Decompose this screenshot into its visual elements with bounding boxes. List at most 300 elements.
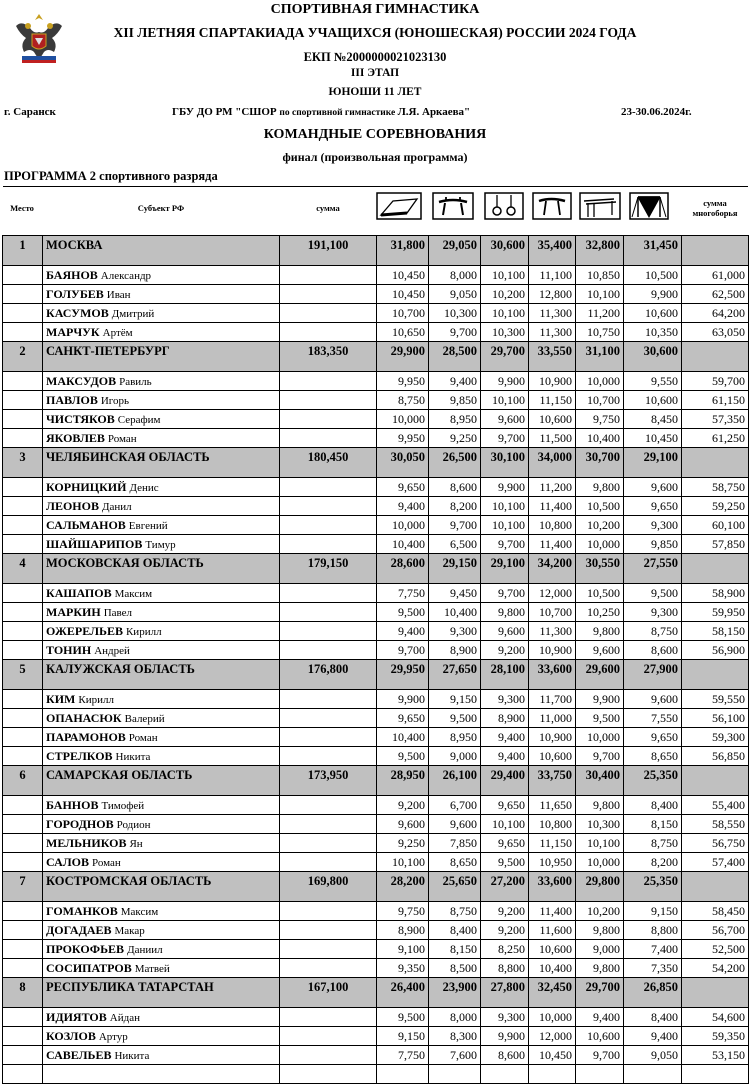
program-label: ПРОГРАММА 2 спортивного разряда [4, 169, 218, 183]
athlete-surname: КАСУМОВ [46, 305, 109, 320]
athlete-place-empty [3, 902, 43, 921]
team-apparatus-score: 30,550 [576, 554, 624, 584]
athlete-apparatus-score: 9,200 [481, 902, 529, 921]
athlete-surname: СТРЕЛКОВ [46, 748, 113, 763]
athlete-apparatus-score: 8,400 [624, 1008, 682, 1027]
athlete-surname: МАКСУДОВ [46, 373, 117, 388]
athlete-name [43, 940, 280, 959]
athlete-apparatus-score: 8,300 [429, 1027, 481, 1046]
athlete-apparatus-score: 11,400 [529, 497, 576, 516]
team-apparatus-score: 29,100 [624, 448, 682, 478]
team-place: 5 [3, 660, 43, 690]
athlete-apparatus-score: 10,900 [529, 372, 576, 391]
athlete-place-empty [3, 709, 43, 728]
team-apparatus-score: 29,900 [377, 342, 429, 372]
athlete-row [3, 535, 749, 554]
athlete-given-name: Артур [98, 1030, 128, 1043]
athlete-allaround: 57,400 [682, 853, 749, 872]
athlete-given-name: Максим [120, 905, 159, 918]
athlete-apparatus-score: 9,900 [481, 372, 529, 391]
athlete-sum-empty [280, 902, 377, 921]
athlete-place-empty [3, 478, 43, 497]
athlete-place-empty [3, 747, 43, 766]
athlete-apparatus-score: 10,000 [576, 853, 624, 872]
empty-cell [280, 1065, 377, 1084]
athlete-apparatus-score: 9,250 [429, 429, 481, 448]
athlete-apparatus-score: 7,750 [377, 1046, 429, 1065]
athlete-apparatus-score: 9,600 [481, 410, 529, 429]
athlete-apparatus-score: 9,900 [377, 690, 429, 709]
athlete-allaround: 59,950 [682, 603, 749, 622]
athlete-apparatus-score: 10,600 [624, 304, 682, 323]
athlete-given-name: Равиль [119, 375, 152, 388]
athlete-sum-empty [280, 304, 377, 323]
athlete-apparatus-score: 9,400 [624, 1027, 682, 1046]
athlete-apparatus-score: 7,750 [377, 584, 429, 603]
athlete-row [3, 796, 749, 815]
athlete-apparatus-score: 9,500 [624, 584, 682, 603]
athlete-apparatus-score: 9,300 [429, 622, 481, 641]
athlete-apparatus-score: 11,650 [529, 796, 576, 815]
athlete-given-name: Айдан [109, 1011, 140, 1024]
team-name: РЕСПУБЛИКА ТАТАРСТАН [43, 978, 280, 1008]
athlete-apparatus-score: 9,600 [429, 815, 481, 834]
athlete-row [3, 304, 749, 323]
athlete-apparatus-score: 9,200 [481, 641, 529, 660]
athlete-given-name: Роман [92, 856, 121, 869]
athlete-row [3, 516, 749, 535]
athlete-sum-empty [280, 1027, 377, 1046]
athlete-apparatus-score: 11,200 [576, 304, 624, 323]
athlete-given-name: Ян [129, 837, 143, 850]
team-apparatus-score: 31,450 [624, 236, 682, 266]
team-apparatus-score: 35,400 [529, 236, 576, 266]
athlete-apparatus-score: 9,800 [576, 478, 624, 497]
team-total: 169,800 [280, 872, 377, 902]
team-apparatus-score: 28,950 [377, 766, 429, 796]
team-allaround-empty [682, 342, 749, 372]
athlete-allaround: 59,700 [682, 372, 749, 391]
athlete-apparatus-score: 10,600 [529, 410, 576, 429]
athlete-apparatus-score: 9,300 [481, 1008, 529, 1027]
team-apparatus-score: 29,100 [481, 554, 529, 584]
athlete-allaround: 55,400 [682, 796, 749, 815]
athlete-apparatus-score: 9,500 [377, 603, 429, 622]
athlete-apparatus-score: 9,600 [377, 815, 429, 834]
athlete-name [43, 622, 280, 641]
athlete-apparatus-score: 8,400 [429, 921, 481, 940]
col-sum: сумма [316, 202, 340, 213]
athlete-apparatus-score: 9,600 [576, 641, 624, 660]
athlete-apparatus-score: 7,850 [429, 834, 481, 853]
athlete-apparatus-score: 9,400 [377, 622, 429, 641]
athlete-apparatus-score: 6,700 [429, 796, 481, 815]
athlete-given-name: Тимофей [101, 799, 145, 812]
athlete-allaround: 58,750 [682, 478, 749, 497]
athlete-apparatus-score: 10,600 [529, 940, 576, 959]
rings-icon [480, 190, 528, 222]
athlete-apparatus-score: 9,900 [481, 1027, 529, 1046]
athlete-apparatus-score: 8,950 [429, 410, 481, 429]
athlete-place-empty [3, 959, 43, 978]
team-row [3, 872, 749, 902]
athlete-apparatus-score: 8,400 [624, 796, 682, 815]
team-total: 180,450 [280, 448, 377, 478]
athlete-apparatus-score: 10,100 [481, 391, 529, 410]
athlete-place-empty [3, 535, 43, 554]
athlete-surname: ПАВЛОВ [46, 392, 98, 407]
team-allaround-empty [682, 448, 749, 478]
athlete-place-empty [3, 497, 43, 516]
athlete-place-empty [3, 323, 43, 342]
athlete-place-empty [3, 728, 43, 747]
team-apparatus-score: 29,700 [576, 978, 624, 1008]
athlete-row [3, 853, 749, 872]
athlete-name [43, 1046, 280, 1065]
athlete-row [3, 1008, 749, 1027]
team-apparatus-score: 23,900 [429, 978, 481, 1008]
athlete-apparatus-score: 9,550 [624, 372, 682, 391]
athlete-surname: БАННОВ [46, 797, 99, 812]
athlete-name [43, 535, 280, 554]
team-apparatus-score: 28,200 [377, 872, 429, 902]
athlete-name [43, 516, 280, 535]
athlete-allaround: 61,150 [682, 391, 749, 410]
athlete-given-name: Артём [102, 326, 133, 339]
team-row [3, 978, 749, 1008]
athlete-sum-empty [280, 535, 377, 554]
team-apparatus-score: 34,000 [529, 448, 576, 478]
athlete-given-name: Игорь [100, 394, 130, 407]
team-apparatus-score: 33,750 [529, 766, 576, 796]
athlete-row [3, 709, 749, 728]
athlete-apparatus-score: 11,200 [529, 478, 576, 497]
athlete-apparatus-score: 10,400 [429, 603, 481, 622]
team-apparatus-score: 31,100 [576, 342, 624, 372]
athlete-apparatus-score: 9,600 [624, 690, 682, 709]
team-name: КАЛУЖСКАЯ ОБЛАСТЬ [43, 660, 280, 690]
athlete-allaround: 57,850 [682, 535, 749, 554]
athlete-apparatus-score: 11,300 [529, 304, 576, 323]
athlete-apparatus-score: 11,400 [529, 902, 576, 921]
athlete-surname: ГОМАНКОВ [46, 903, 118, 918]
team-place: 3 [3, 448, 43, 478]
athlete-name [43, 690, 280, 709]
athlete-place-empty [3, 410, 43, 429]
athlete-apparatus-score: 10,200 [481, 285, 529, 304]
team-apparatus-score: 30,400 [576, 766, 624, 796]
athlete-apparatus-score: 10,850 [576, 266, 624, 285]
athlete-apparatus-score: 8,800 [624, 921, 682, 940]
athlete-allaround: 62,500 [682, 285, 749, 304]
team-name: САНКТ-ПЕТЕРБУРГ [43, 342, 280, 372]
athlete-apparatus-score: 11,150 [529, 834, 576, 853]
col-subject: Субъект РФ [137, 202, 185, 213]
athlete-sum-empty [280, 372, 377, 391]
athlete-row [3, 747, 749, 766]
athlete-sum-empty [280, 410, 377, 429]
athlete-name [43, 372, 280, 391]
athlete-apparatus-score: 12,800 [529, 285, 576, 304]
athlete-apparatus-score: 9,850 [429, 391, 481, 410]
athlete-apparatus-score: 10,950 [529, 853, 576, 872]
team-total: 183,350 [280, 342, 377, 372]
athlete-name [43, 747, 280, 766]
empty-cell [3, 1065, 43, 1084]
athlete-sum-empty [280, 834, 377, 853]
athlete-name [43, 391, 280, 410]
athlete-name [43, 709, 280, 728]
athlete-allaround: 54,200 [682, 959, 749, 978]
athlete-name [43, 815, 280, 834]
athlete-given-name: Родион [116, 818, 151, 831]
athlete-apparatus-score: 9,600 [481, 622, 529, 641]
athlete-sum-empty [280, 584, 377, 603]
empty-cell [624, 1065, 682, 1084]
athlete-apparatus-score: 9,000 [429, 747, 481, 766]
athlete-apparatus-score: 9,700 [481, 535, 529, 554]
athlete-place-empty [3, 429, 43, 448]
team-allaround-empty [682, 554, 749, 584]
athlete-name [43, 323, 280, 342]
athlete-allaround: 64,200 [682, 304, 749, 323]
athlete-row [3, 834, 749, 853]
team-name: МОСКВА [43, 236, 280, 266]
athlete-apparatus-score: 9,050 [624, 1046, 682, 1065]
team-allaround-empty [682, 978, 749, 1008]
athlete-apparatus-score: 9,400 [377, 497, 429, 516]
athlete-sum-empty [280, 690, 377, 709]
organizer-prefix: ГБУ ДО РМ [172, 106, 236, 118]
athlete-surname: САЛЬМАНОВ [46, 517, 126, 532]
athlete-apparatus-score: 8,000 [429, 266, 481, 285]
athlete-sum-empty [280, 603, 377, 622]
team-apparatus-score: 30,600 [481, 236, 529, 266]
athlete-name [43, 796, 280, 815]
athlete-sum-empty [280, 478, 377, 497]
athlete-apparatus-score: 9,500 [377, 1008, 429, 1027]
athlete-allaround: 59,250 [682, 497, 749, 516]
athlete-given-name: Валерий [124, 712, 165, 725]
athlete-name [43, 478, 280, 497]
results-table [2, 235, 749, 1084]
athlete-apparatus-score: 10,500 [576, 584, 624, 603]
team-total: 173,950 [280, 766, 377, 796]
athlete-allaround: 52,500 [682, 940, 749, 959]
athlete-row [3, 1027, 749, 1046]
team-apparatus-score: 28,600 [377, 554, 429, 584]
athlete-apparatus-score: 9,050 [429, 285, 481, 304]
athlete-row [3, 323, 749, 342]
team-apparatus-score: 27,650 [429, 660, 481, 690]
athlete-apparatus-score: 9,800 [576, 921, 624, 940]
athlete-apparatus-score: 9,700 [576, 1046, 624, 1065]
team-allaround-empty [682, 660, 749, 690]
empty-cell [481, 1065, 529, 1084]
athlete-apparatus-score: 9,300 [624, 603, 682, 622]
athlete-allaround: 59,350 [682, 1027, 749, 1046]
athlete-apparatus-score: 8,950 [429, 728, 481, 747]
athlete-place-empty [3, 584, 43, 603]
col-allaround-line2: многоборья [692, 207, 738, 218]
team-row [3, 766, 749, 796]
athlete-row [3, 622, 749, 641]
athlete-apparatus-score: 9,650 [481, 796, 529, 815]
athlete-apparatus-score: 10,000 [377, 410, 429, 429]
athlete-place-empty [3, 622, 43, 641]
athlete-allaround: 54,600 [682, 1008, 749, 1027]
athlete-apparatus-score: 8,150 [429, 940, 481, 959]
athlete-given-name: Данил [101, 500, 132, 513]
athlete-apparatus-score: 9,000 [576, 940, 624, 959]
athlete-surname: ГОРОДНОВ [46, 816, 114, 831]
team-apparatus-score: 25,350 [624, 872, 682, 902]
team-row [3, 448, 749, 478]
athlete-apparatus-score: 9,950 [377, 372, 429, 391]
athlete-apparatus-score: 10,700 [576, 391, 624, 410]
athlete-apparatus-score: 10,450 [377, 266, 429, 285]
athlete-given-name: Кирилл [78, 693, 114, 706]
col-allaround [682, 187, 748, 228]
athlete-allaround: 58,550 [682, 815, 749, 834]
athlete-apparatus-score: 9,650 [624, 728, 682, 747]
team-apparatus-score: 26,100 [429, 766, 481, 796]
athlete-given-name: Никита [115, 750, 151, 763]
athlete-apparatus-score: 9,650 [377, 709, 429, 728]
athlete-apparatus-score: 9,800 [576, 796, 624, 815]
athlete-row [3, 584, 749, 603]
athlete-allaround: 56,900 [682, 641, 749, 660]
athlete-apparatus-score: 9,250 [377, 834, 429, 853]
athlete-given-name: Андрей [94, 644, 130, 657]
athlete-apparatus-score: 9,850 [624, 535, 682, 554]
athlete-row [3, 372, 749, 391]
athlete-surname: КОЗЛОВ [46, 1028, 96, 1043]
empty-cell [682, 1065, 749, 1084]
athlete-name [43, 902, 280, 921]
athlete-apparatus-score: 9,900 [576, 690, 624, 709]
athlete-apparatus-score: 10,000 [529, 1008, 576, 1027]
athlete-apparatus-score: 10,200 [576, 516, 624, 535]
athlete-place-empty [3, 921, 43, 940]
athlete-row [3, 641, 749, 660]
team-place: 6 [3, 766, 43, 796]
athlete-allaround: 53,150 [682, 1046, 749, 1065]
empty-cell [529, 1065, 576, 1084]
athlete-row [3, 285, 749, 304]
athlete-apparatus-score: 9,950 [377, 429, 429, 448]
empty-cell [576, 1065, 624, 1084]
athlete-apparatus-score: 12,000 [529, 584, 576, 603]
athlete-surname: ОПАНАСЮК [46, 710, 122, 725]
athlete-apparatus-score: 10,250 [576, 603, 624, 622]
athlete-apparatus-score: 9,750 [576, 410, 624, 429]
athlete-apparatus-score: 8,650 [624, 747, 682, 766]
vault-icon [529, 190, 575, 222]
athlete-name [43, 853, 280, 872]
athlete-surname: ПАРАМОНОВ [46, 729, 126, 744]
team-apparatus-score: 33,550 [529, 342, 576, 372]
athlete-name [43, 1008, 280, 1027]
athlete-row [3, 410, 749, 429]
athlete-apparatus-score: 9,400 [576, 1008, 624, 1027]
team-apparatus-score: 29,800 [576, 872, 624, 902]
athlete-apparatus-score: 10,100 [481, 304, 529, 323]
athlete-row [3, 497, 749, 516]
team-place: 4 [3, 554, 43, 584]
athlete-allaround: 56,100 [682, 709, 749, 728]
athlete-apparatus-score: 10,450 [529, 1046, 576, 1065]
athlete-apparatus-score: 10,900 [529, 641, 576, 660]
athlete-sum-empty [280, 622, 377, 641]
athlete-apparatus-score: 9,100 [377, 940, 429, 959]
athlete-apparatus-score: 10,000 [576, 535, 624, 554]
athlete-name [43, 641, 280, 660]
athlete-sum-empty [280, 796, 377, 815]
athlete-apparatus-score: 9,300 [481, 690, 529, 709]
team-allaround-empty [682, 766, 749, 796]
team-row [3, 342, 749, 372]
team-allaround-empty [682, 872, 749, 902]
athlete-surname: САВЕЛЬЕВ [46, 1047, 112, 1062]
athlete-apparatus-score: 8,600 [481, 1046, 529, 1065]
athlete-place-empty [3, 1027, 43, 1046]
athlete-apparatus-score: 10,400 [377, 728, 429, 747]
athlete-allaround: 61,250 [682, 429, 749, 448]
athlete-sum-empty [280, 285, 377, 304]
athlete-given-name: Серафим [117, 413, 161, 426]
athlete-apparatus-score: 8,150 [624, 815, 682, 834]
athlete-sum-empty [280, 516, 377, 535]
athlete-place-empty [3, 372, 43, 391]
athlete-surname: БАЯНОВ [46, 267, 98, 282]
team-apparatus-score: 26,500 [429, 448, 481, 478]
team-apparatus-score: 32,800 [576, 236, 624, 266]
athlete-apparatus-score: 7,600 [429, 1046, 481, 1065]
athlete-surname: САЛОВ [46, 854, 90, 869]
athlete-apparatus-score: 9,700 [429, 323, 481, 342]
athlete-apparatus-score: 11,600 [529, 921, 576, 940]
athlete-apparatus-score: 10,600 [576, 1027, 624, 1046]
athlete-name [43, 410, 280, 429]
organizer-name: "СШОР [235, 106, 280, 118]
athlete-name [43, 603, 280, 622]
athlete-apparatus-score: 8,750 [624, 622, 682, 641]
empty-cell [43, 1065, 280, 1084]
athlete-surname: СОСИПАТРОВ [46, 960, 132, 975]
athlete-allaround: 60,100 [682, 516, 749, 535]
athlete-sum-empty [280, 940, 377, 959]
athlete-name [43, 834, 280, 853]
athlete-row [3, 478, 749, 497]
team-apparatus-score: 33,600 [529, 872, 576, 902]
athlete-sum-empty [280, 497, 377, 516]
team-apparatus-score: 25,650 [429, 872, 481, 902]
athlete-apparatus-score: 10,400 [377, 535, 429, 554]
athlete-apparatus-score: 9,800 [576, 959, 624, 978]
athlete-given-name: Иван [106, 288, 131, 301]
organizer [172, 106, 470, 118]
team-name: ЧЕЛЯБИНСКАЯ ОБЛАСТЬ [43, 448, 280, 478]
athlete-name [43, 266, 280, 285]
athlete-sum-empty [280, 1046, 377, 1065]
athlete-apparatus-score: 10,700 [377, 304, 429, 323]
athlete-apparatus-score: 11,300 [529, 622, 576, 641]
athlete-apparatus-score: 9,200 [481, 921, 529, 940]
athlete-apparatus-score: 8,600 [429, 478, 481, 497]
athlete-apparatus-score: 10,000 [377, 516, 429, 535]
athlete-given-name: Макар [114, 924, 145, 937]
